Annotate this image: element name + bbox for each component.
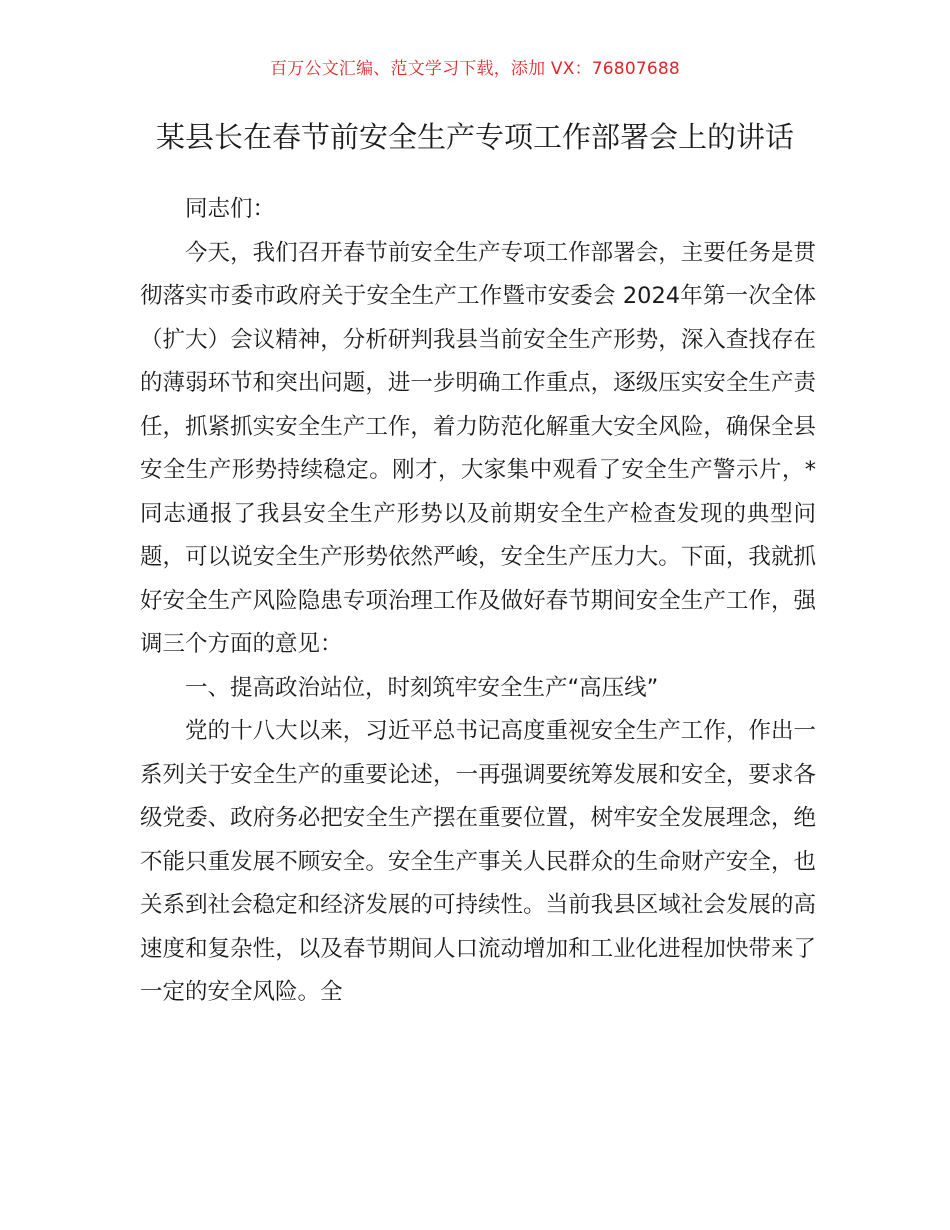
intro-paragraph: 今天，我们召开春节前安全生产专项工作部署会，主要任务是贯彻落实市委市政府关于安全生产工作暨市安委会 2024年第一次全体（扩大）会议精神，分析研判我县当前安全生产形势，深入查找存在的薄弱环节和突出问题，进一步明确工作重点，逐级压实安全生产责任，抓紧抓实安全生产工作，着力防范化解重大安全风险，确保全县安全生产形势持续稳定。刚才，大家集中观看了安全生产警示片，*同志通报了我县安全生产形势以及前期安全生产检查发现的典型问题，可以说安全生产形势依然严峻，安全生产压力大。下面，我就抓好安全生产风险隐患专项治理工作及做好春节期间安全生产工作，强调三个方面的意见： [140, 239, 816, 657]
document-title: 某县长在春节前安全生产专项工作部署会上的讲话 [155, 120, 794, 154]
document-body [140, 188, 816, 1015]
section-heading: 一、提高政治站位，时刻筑牢安全生产“高压线” [185, 674, 659, 701]
watermark-banner: 百万公文汇编、范文学习下载，添加 VX：76807688 [270, 59, 680, 79]
section-paragraph: 党的十八大以来，习近平总书记高度重视安全生产工作，作出一系列关于安全生产的重要论述，一再强调要统筹发展和安全，要求各级党委、政府务必把安全生产摆在重要位置，树牢安全发展理念，绝不能只重发展不顾安全。安全生产事关人民群众的生命财产安全，也关系到社会稳定和经济发展的可持续性。当前我县区域社会发展的高速度和复杂性，以及春节期间人口流动增加和工业化进程加快带来了一定的安全风险。全 [140, 718, 816, 1005]
salutation: 同志们： [185, 196, 276, 222]
